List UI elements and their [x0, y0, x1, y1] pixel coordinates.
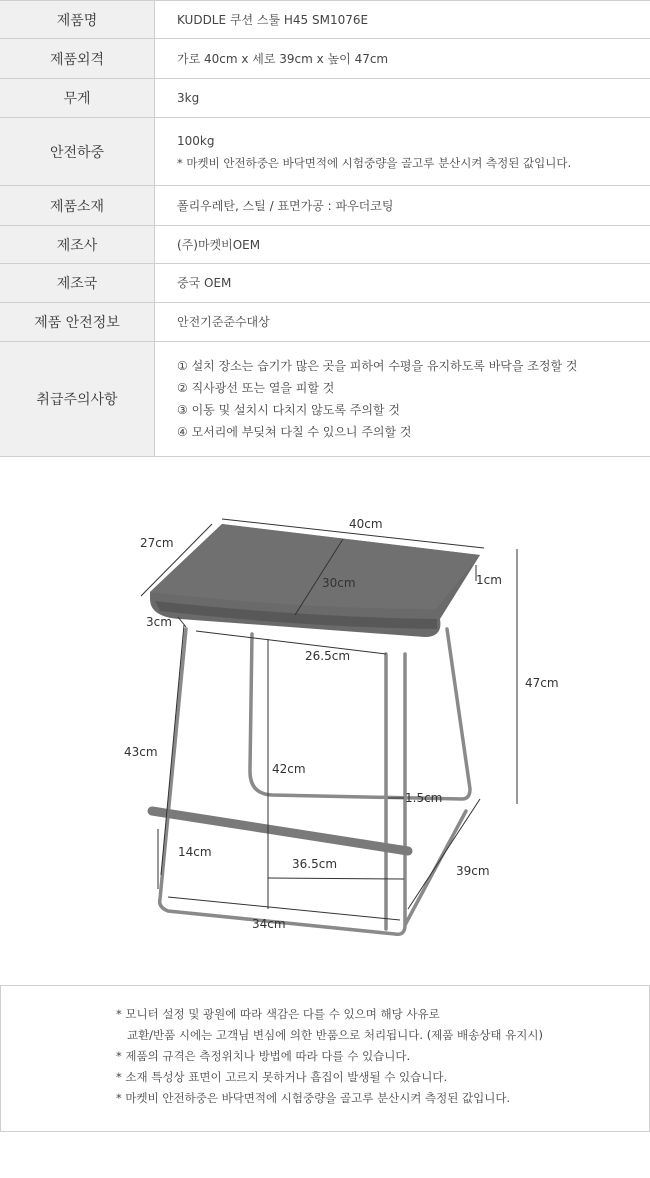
stool-dimension-drawing [0, 459, 650, 985]
spec-value [155, 303, 650, 342]
spec-value-line: 안전기준준수대상 [177, 315, 270, 329]
dim-label-cushion-thickness: 1cm [476, 573, 502, 587]
spec-value [155, 1, 650, 39]
spec-value-line: 가로 40cm x 세로 39cm x 높이 47cm [177, 51, 389, 66]
spec-value-line: 3kg [177, 91, 200, 105]
dimension-diagram [0, 459, 650, 986]
notice-item: * 제품의 규격은 측정위치나 방법에 따라 다를 수 있습니다. [116, 1049, 411, 1063]
dim-label-frame-offset: 3cm [146, 615, 172, 629]
spec-table [0, 0, 650, 457]
dim-label-seat-width-bottom: 26.5cm [305, 649, 351, 663]
dim-line-seat-bottom [196, 631, 386, 654]
spec-row [0, 186, 650, 226]
spec-label: 취급주의사항 [0, 342, 155, 457]
spec-row [0, 118, 650, 186]
dim-label-base-width: 34cm [252, 917, 286, 931]
spec-value [155, 118, 650, 186]
caution-item: ③ 이동 및 설치시 다치지 않도록 주의할 것 [177, 403, 400, 417]
spec-value [155, 39, 650, 79]
dim-line-front-height [161, 625, 184, 875]
notice-list [116, 1004, 543, 1109]
spec-row [0, 264, 650, 303]
spec-label: 제조국 [0, 264, 155, 303]
dim-label-front-height: 43cm [124, 745, 158, 759]
spec-row [0, 1, 650, 39]
stool-frame [160, 629, 470, 934]
spec-value-line: 폴리우레탄, 스틸 / 표면가공 : 파우더코팅 [177, 198, 394, 213]
dim-line-base-depth [408, 799, 480, 909]
spec-label: 제품 안전정보 [0, 303, 155, 342]
notice-box [0, 986, 650, 1132]
dim-label-width-top: 40cm [349, 517, 383, 531]
dim-label-seat-inner-depth: 30cm [322, 576, 356, 590]
dim-label-total-height: 47cm [525, 676, 559, 690]
spec-row [0, 79, 650, 118]
spec-label: 제품외격 [0, 39, 155, 79]
spec-value [155, 226, 650, 264]
notice-item: * 마켓비 안전하중은 바닥면적에 시험중량을 골고루 분산시켜 측정된 값입니다. [116, 1091, 511, 1105]
caution-item: ① 설치 장소는 습기가 많은 곳을 피하여 수평을 유지하도록 바닥을 조정할 것 [177, 359, 578, 373]
dim-label-inner-height: 42cm [272, 762, 306, 776]
spec-label: 제품소재 [0, 186, 155, 226]
dim-label-depth-top: 27cm [140, 536, 174, 550]
dim-label-pipe-diameter: 1.5cm [405, 791, 443, 805]
spec-value [155, 264, 650, 303]
spec-value-line: 중국 OEM [177, 276, 232, 290]
spec-value [155, 342, 650, 457]
front-leg-frame [160, 629, 405, 934]
spec-value [155, 186, 650, 226]
spec-row [0, 39, 650, 79]
spec-value-line: (주)마켓비OEM [177, 237, 261, 252]
spec-value-line: KUDDLE 쿠션 스툴 H45 SM1076E [177, 12, 369, 27]
spec-value-line: 100kg [177, 133, 215, 148]
notice-item: * 소재 특성상 표면이 고르지 못하거나 흠집이 발생될 수 있습니다. [116, 1070, 448, 1084]
spec-row [0, 303, 650, 342]
spec-label: 무게 [0, 79, 155, 118]
spec-label: 안전하중 [0, 118, 155, 186]
dim-line-footrest-width [268, 878, 404, 879]
spec-value-note: * 마켓비 안전하중은 바닥면적에 시험중량을 골고루 분산시켜 측정된 값입니다. [177, 155, 572, 170]
spec-row [0, 226, 650, 264]
dim-label-footrest-width: 36.5cm [292, 857, 338, 871]
notice-item: * 모니터 설정 및 광원에 따라 색감은 다를 수 있으며 해당 사유로 [116, 1007, 440, 1021]
spec-label: 제품명 [0, 1, 155, 39]
spec-row [0, 342, 650, 457]
dim-label-base-depth: 39cm [456, 864, 490, 878]
caution-item: ② 직사광선 또는 열을 피할 것 [177, 381, 335, 395]
dim-label-footrest-height: 14cm [178, 845, 212, 859]
notice-item: 교환/반품 시에는 고객님 변심에 의한 반품으로 처리됩니다. (제품 배송상태 유지시) [116, 1028, 543, 1042]
spec-label: 제조사 [0, 226, 155, 264]
spec-value [155, 79, 650, 118]
caution-item: ④ 모서리에 부딪쳐 다칠 수 있으니 주의할 것 [177, 425, 412, 439]
